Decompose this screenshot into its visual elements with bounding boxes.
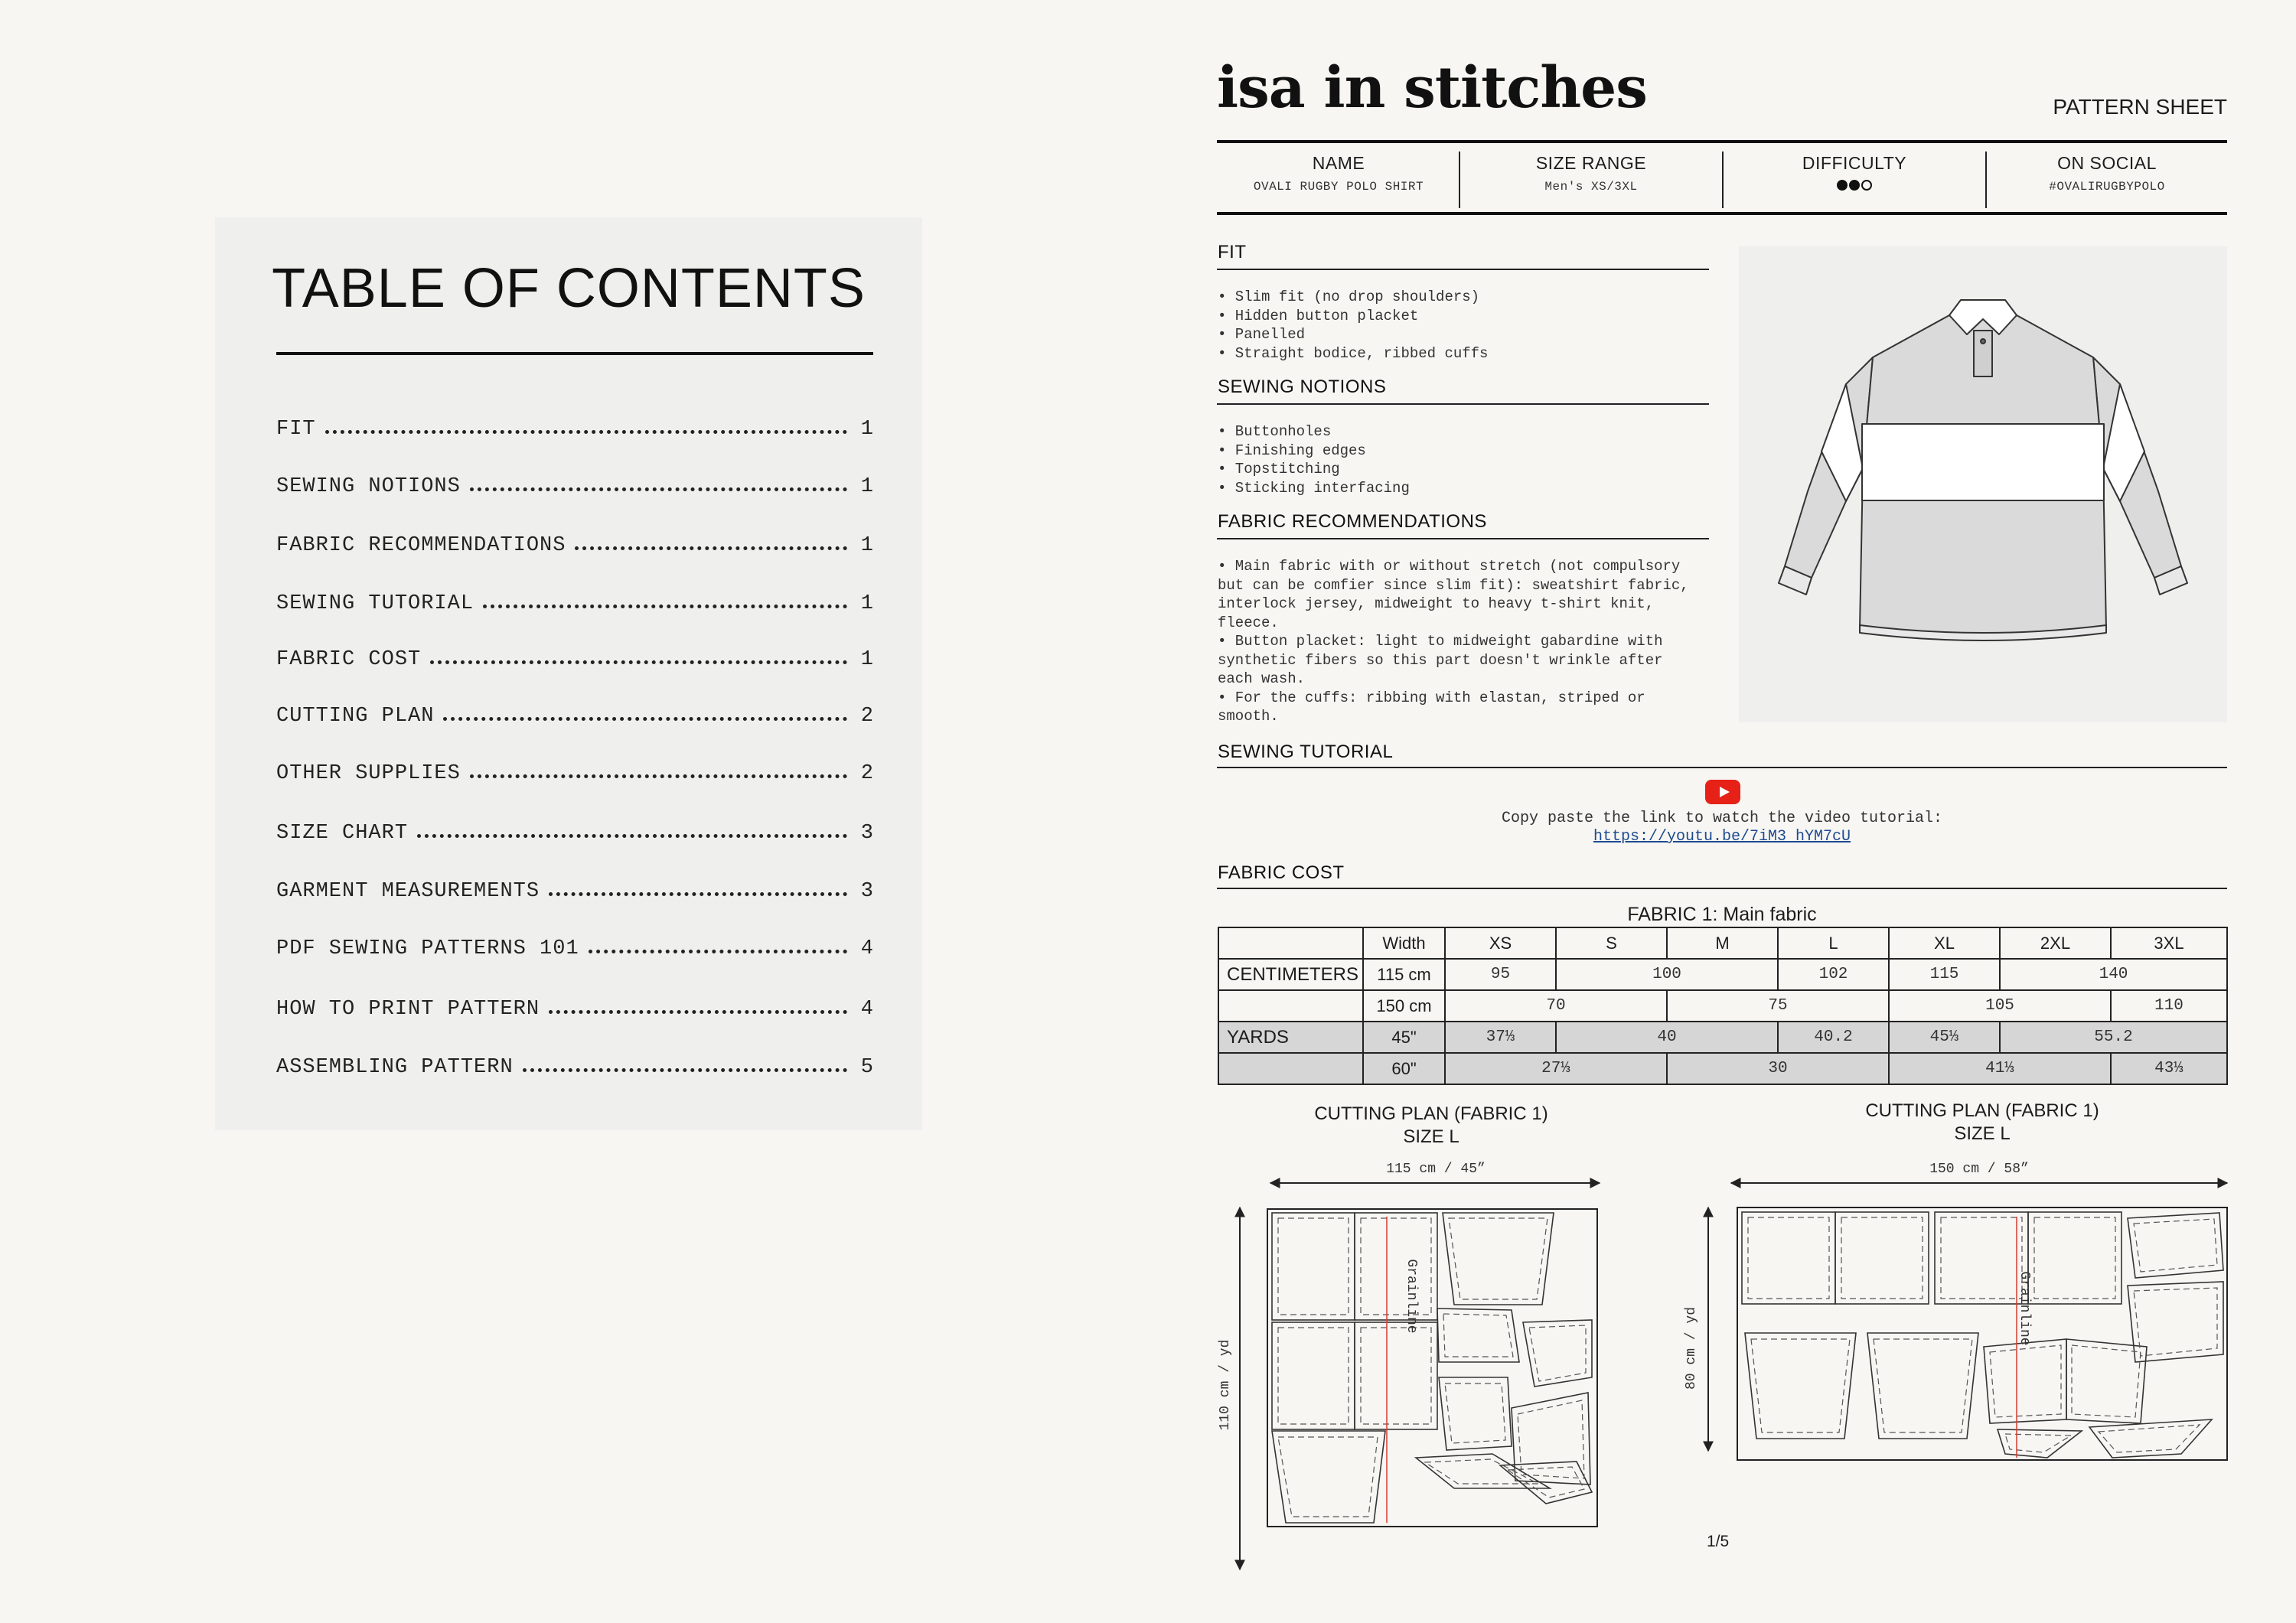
grainline-label-left: Grainline — [1404, 1259, 1419, 1334]
table-cell: 115 — [1889, 959, 2000, 990]
right-width-label: 150 cm / 58” — [1929, 1162, 2029, 1177]
list-item: • Panelled — [1218, 326, 1306, 343]
table-cell: 41⅓ — [1889, 1053, 2111, 1084]
cutting-plan-size: SIZE L — [1403, 1126, 1459, 1147]
list-item: • Slim fit (no drop shoulders) — [1218, 288, 1480, 305]
toc-item-label: SIZE CHART — [276, 822, 409, 845]
toc-item-page: 3 — [860, 880, 873, 903]
width-cell: 150 cm — [1363, 990, 1445, 1022]
toc-item-label: FABRIC COST — [276, 648, 422, 671]
table-header-cell: 3XL — [2111, 927, 2227, 959]
width-cell: 60" — [1363, 1053, 1445, 1084]
info-social-label: ON SOCIAL — [2057, 153, 2157, 173]
text-line: synthetic fibers so this part doesn't wrinkle after — [1218, 651, 1663, 669]
toc-item-label: SEWING NOTIONS — [276, 475, 461, 498]
unit-cell: YARDS — [1218, 1022, 1363, 1053]
toc-item-page: 1 — [860, 475, 873, 498]
left-height-label: 110 cm / yd — [1218, 1339, 1233, 1431]
toc-item-label: FIT — [276, 418, 316, 441]
toc-title: TABLE OF CONTENTS — [272, 258, 866, 319]
table-cell: 70 — [1445, 990, 1667, 1022]
info-social-value: #OVALIRUGBYPOLO — [2049, 180, 2165, 194]
text-line: • Main fabric with or without stretch (not compulsory — [1218, 558, 1681, 575]
list-item: • Hidden button placket — [1218, 307, 1419, 324]
section-title-tutorial: SEWING TUTORIAL — [1218, 741, 1394, 762]
cutting-plan-title: CUTTING PLAN (FABRIC 1) — [1314, 1103, 1548, 1124]
toc-item-label: GARMENT MEASUREMENTS — [276, 880, 540, 903]
list-item: • Buttonholes — [1218, 423, 1332, 440]
table-header-cell: M — [1667, 927, 1778, 959]
table-cell: 140 — [2000, 959, 2227, 990]
table-header-cell: XS — [1445, 927, 1556, 959]
grainline-label-right: Grainline — [2017, 1271, 2032, 1346]
tutorial-instruction: Copy paste the link to watch the video tutorial: — [1501, 810, 1943, 827]
table-header-cell: Width — [1363, 927, 1445, 959]
right-height-label: 80 cm / yd — [1684, 1306, 1699, 1390]
text-line: smooth. — [1218, 708, 1279, 725]
table-cell: 75 — [1667, 990, 1889, 1022]
toc-item-label: CUTTING PLAN — [276, 705, 435, 728]
text-line: each wash. — [1218, 670, 1306, 687]
table-cell: 27⅓ — [1445, 1053, 1667, 1084]
table-cell: 102 — [1778, 959, 1889, 990]
table-cell: 37⅓ — [1445, 1022, 1556, 1053]
brand-logo: isa in stitches — [1217, 55, 1647, 121]
section-title-notions: SEWING NOTIONS — [1218, 376, 1387, 397]
fabric-table-title: FABRIC 1: Main fabric — [1627, 904, 1817, 925]
text-line: but can be comfier since slim fit): sweatshirt fabric, — [1218, 576, 1689, 594]
sheet-label: PATTERN SHEET — [2053, 95, 2227, 119]
table-cell: 45⅓ — [1889, 1022, 2000, 1053]
page-number: 1/5 — [1707, 1533, 1730, 1550]
info-difficulty-label: DIFFICULTY — [1802, 153, 1907, 173]
text-line: • For the cuffs: ribbing with elastan, striped or — [1218, 689, 1645, 706]
toc-item-label: HOW TO PRINT PATTERN — [276, 998, 540, 1021]
table-header-cell: XL — [1889, 927, 2000, 959]
table-cell: 110 — [2111, 990, 2227, 1022]
list-item: • Sticking interfacing — [1218, 479, 1410, 497]
toc-item-page: 1 — [860, 592, 873, 615]
info-size-label: SIZE RANGE — [1535, 153, 1647, 173]
toc-item-page: 1 — [860, 648, 873, 671]
toc-item-page: 5 — [860, 1056, 873, 1079]
text-line: interlock jersey, midweight to heavy t-shirt knit, — [1218, 595, 1655, 612]
unit-cell: CENTIMETERS — [1218, 959, 1363, 990]
table-cell: 40.2 — [1778, 1022, 1889, 1053]
info-name-value: OVALI RUGBY POLO SHIRT — [1253, 180, 1424, 194]
toc-item-label: PDF SEWING PATTERNS 101 — [276, 937, 579, 960]
toc-item-label: SEWING TUTORIAL — [276, 592, 475, 615]
toc-item-label: FABRIC RECOMMENDATIONS — [276, 534, 566, 557]
section-title-fabric-rec: FABRIC RECOMMENDATIONS — [1218, 511, 1487, 532]
table-header-cell: L — [1778, 927, 1889, 959]
toc-item-page: 3 — [860, 822, 873, 845]
toc-item-page: 2 — [860, 705, 873, 728]
table-cell: 55.2 — [2000, 1022, 2227, 1053]
cutting-plan-title: CUTTING PLAN (FABRIC 1) — [1865, 1100, 2099, 1121]
table-cell: 40 — [1556, 1022, 1778, 1053]
section-title-fabric-cost: FABRIC COST — [1218, 862, 1345, 883]
toc-item-page: 4 — [860, 998, 873, 1021]
list-item: • Finishing edges — [1218, 442, 1366, 459]
table-header-cell: 2XL — [2000, 927, 2111, 959]
cutting-plan-size: SIZE L — [1954, 1123, 2011, 1144]
width-cell: 45" — [1363, 1022, 1445, 1053]
text-line: fleece. — [1218, 614, 1279, 631]
table-cell: 30 — [1667, 1053, 1889, 1084]
info-size-value: Men's XS/3XL — [1544, 180, 1638, 194]
table-cell: 43⅓ — [2111, 1053, 2227, 1084]
toc-item-page: 4 — [860, 937, 873, 960]
toc-item-page: 1 — [860, 534, 873, 557]
width-cell: 115 cm — [1363, 959, 1445, 990]
left-width-label: 115 cm / 45” — [1386, 1162, 1486, 1177]
section-title-fit: FIT — [1218, 242, 1247, 262]
toc-item-label: OTHER SUPPLIES — [276, 762, 461, 785]
list-item: • Topstitching — [1218, 461, 1340, 477]
toc-item-page: 2 — [860, 762, 873, 785]
text-line: • Button placket: light to midweight gabardine with — [1218, 633, 1663, 650]
info-name-label: NAME — [1312, 153, 1365, 173]
table-header-cell: S — [1556, 927, 1667, 959]
table-cell: 105 — [1889, 990, 2111, 1022]
toc-item-page: 1 — [860, 418, 873, 441]
table-cell: 95 — [1445, 959, 1556, 990]
tutorial-link[interactable]: https://youtu.be/7iM3_hYM7cU — [1593, 828, 1851, 846]
table-cell: 100 — [1556, 959, 1778, 990]
list-item: • Straight bodice, ribbed cuffs — [1218, 344, 1489, 362]
toc-item-label: ASSEMBLING PATTERN — [276, 1056, 514, 1079]
